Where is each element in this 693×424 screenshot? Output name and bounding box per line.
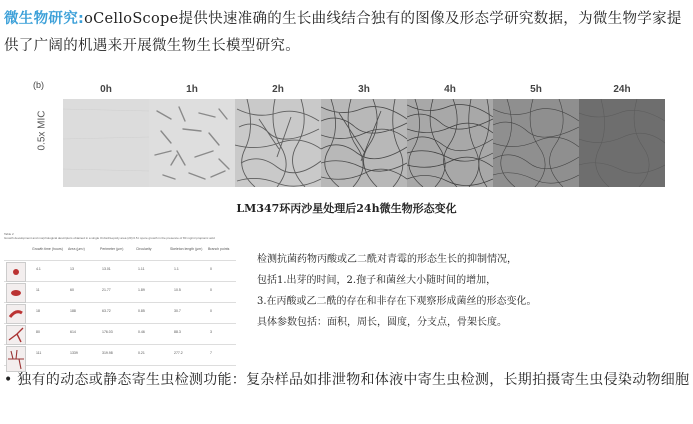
table-cell: 111 <box>36 351 42 355</box>
table-row <box>4 282 236 303</box>
table-cell: 0.46 <box>138 330 145 334</box>
table-cell: 4.1 <box>36 267 41 271</box>
description-line: 包括1.出芽的时间，2.孢子和菌丝大小随时间的增加， <box>257 275 497 286</box>
table-cell: 614 <box>70 330 76 334</box>
figure-row-label: 0.5x MIC <box>36 110 48 151</box>
table-header-row <box>4 246 236 261</box>
frame-4h <box>407 84 493 187</box>
frame-image <box>579 99 665 187</box>
table-cell: 18 <box>36 309 40 313</box>
frame-time-label: 24h <box>613 84 631 95</box>
table-header-cell: Skeleton length (μm) <box>170 247 203 251</box>
table-header-cell: Branch points <box>208 247 230 251</box>
spore-thumbnail <box>6 283 26 303</box>
frame-2h <box>235 84 321 187</box>
figure-panel-label: (b) <box>33 80 44 90</box>
intro-keyword: 微生物研究: <box>4 11 85 27</box>
table-cell: 21.77 <box>102 288 111 292</box>
table-cell: 7 <box>210 351 212 355</box>
table-subtitle: Growth development and morphological descriptors obtained in a single Oxford/Lepcdy area (20) 0.5× spore growth in the presence of 80 mg/ml propionic acid <box>4 236 215 240</box>
table-cell: 319.98 <box>102 351 113 355</box>
frame-3h <box>321 84 407 187</box>
intro-text: oCelloScope提供快速准确的生长曲线结合独有的图像及形态学研究数据，为微生物学家提供了广阔的机遇来开展微生物生长模型研究。 <box>4 11 682 54</box>
frame-time-label: 2h <box>272 84 284 95</box>
table-header-cell: Circularity <box>136 247 152 251</box>
table-cell: 0 <box>210 288 212 292</box>
table-cell: 0 <box>210 309 212 313</box>
microscopy-frames <box>63 84 667 187</box>
table-cell: 11 <box>36 288 40 292</box>
frame-time-label: 0h <box>100 84 112 95</box>
frame-image <box>235 99 321 187</box>
table-cell: 13 <box>70 267 74 271</box>
frame-image <box>321 99 407 187</box>
spore-thumbnail <box>6 262 26 282</box>
frame-image <box>149 99 235 187</box>
description-line: 具体参数包括：面积，周长，圆度，分支点，骨架长度。 <box>257 317 507 328</box>
table-cell: 88.3 <box>174 330 181 334</box>
table-cell: 0.21 <box>138 351 145 355</box>
table-cell: 3 <box>210 330 212 334</box>
table-cell: 63.72 <box>102 309 111 313</box>
morphology-table-thumbnail <box>4 232 236 358</box>
frame-24h <box>579 84 665 187</box>
intro-paragraph <box>4 6 690 60</box>
frame-image <box>493 99 579 187</box>
table-cell: 1.1 <box>174 267 179 271</box>
frame-image <box>407 99 493 187</box>
frame-image <box>63 99 149 187</box>
table-body <box>4 246 236 366</box>
frame-1h <box>149 84 235 187</box>
frame-time-label: 3h <box>358 84 370 95</box>
table-cell: 0 <box>210 267 212 271</box>
table-title: Table 2 <box>4 232 14 236</box>
spore-thumbnail <box>6 304 26 324</box>
description-line: 3.在丙酸或乙二酰的存在和非存在下观察形成菌丝的形态变化。 <box>257 296 537 307</box>
table-row <box>4 345 236 366</box>
frame-time-label: 5h <box>530 84 542 95</box>
table-cell: 188 <box>70 309 76 313</box>
table-cell: 1.11 <box>138 267 145 271</box>
table-cell: 0.85 <box>138 309 145 313</box>
table-row <box>4 261 236 282</box>
parasite-bullet: • 独有的动态或静态寄生虫检测功能：复杂样品如排泄物和体液中寄生虫检测，长期拍摄寄生虫侵染动物细胞 <box>4 372 690 388</box>
table-cell: 80 <box>36 330 40 334</box>
table-cell: 60 <box>70 288 74 292</box>
description-block <box>257 249 677 333</box>
table-cell: 1.89 <box>138 288 145 292</box>
description-line: 检测抗菌药物丙酸或乙二酰对青霉的形态生长的抑制情况， <box>257 254 517 265</box>
table-cell: 176.03 <box>102 330 113 334</box>
table-cell: 277.2 <box>174 351 183 355</box>
table-header-cell: Perimeter (μm) <box>100 247 124 251</box>
spore-thumbnail <box>6 325 26 345</box>
table-row <box>4 303 236 324</box>
table-cell: 13.01 <box>102 267 111 271</box>
frame-time-label: 1h <box>186 84 198 95</box>
table-header-cell: Growth time (hours) <box>32 247 63 251</box>
frame-0h <box>63 84 149 187</box>
table-cell: 30.7 <box>174 309 181 313</box>
figure-caption: LM347环丙沙星处理后24h微生物形态变化 <box>236 202 457 215</box>
table-cell: 1339 <box>70 351 78 355</box>
frame-time-label: 4h <box>444 84 456 95</box>
frame-5h <box>493 84 579 187</box>
table-header-cell: Area (μm²) <box>68 247 85 251</box>
table-cell: 10.5 <box>174 288 181 292</box>
table-row <box>4 324 236 345</box>
